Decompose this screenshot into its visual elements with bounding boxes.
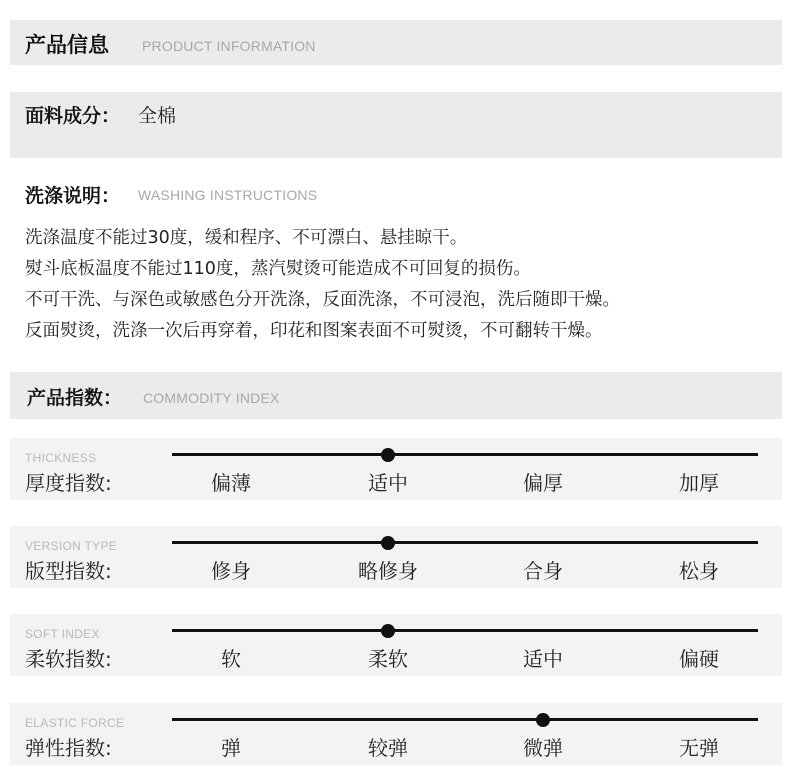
index-marker-dot — [536, 713, 550, 727]
index-option: 较弹 — [368, 736, 408, 760]
washing-subtitle: WASHING INSTRUCTIONS — [138, 187, 318, 203]
commodity-index-subtitle: COMMODITY INDEX — [143, 390, 280, 406]
commodity-index-title: 产品指数： — [27, 387, 123, 409]
index-scale-line — [172, 453, 758, 456]
index-row-cn-label: 柔软指数: — [25, 647, 112, 671]
fabric-label: 面料成分： — [25, 105, 121, 127]
index-option: 加厚 — [679, 471, 719, 495]
washing-line: 洗涤温度不能过30度，缓和程序、不可漂白、悬挂晾干。 — [25, 228, 468, 248]
washing-title: 洗涤说明： — [25, 185, 121, 207]
index-option: 松身 — [679, 559, 719, 583]
index-option: 微弹 — [523, 736, 563, 760]
washing-line: 不可干洗、与深色或敏感色分开洗涤，反面洗涤，不可浸泡，洗后随即干燥。 — [25, 290, 620, 310]
index-option: 适中 — [523, 647, 563, 671]
washing-line: 熨斗底板温度不能过110度，蒸汽熨烫可能造成不可回复的损伤。 — [25, 259, 531, 279]
index-marker-dot — [381, 536, 395, 550]
index-row-en-label: SOFT INDEX — [25, 627, 100, 641]
commodity-index-header — [10, 372, 782, 419]
index-option: 软 — [221, 647, 241, 671]
index-option: 略修身 — [358, 559, 418, 583]
index-marker-dot — [381, 448, 395, 462]
fabric-value: 全棉 — [138, 105, 177, 127]
index-row-cn-label: 弹性指数: — [25, 736, 112, 760]
product-info-header — [10, 20, 782, 65]
index-option: 修身 — [211, 559, 251, 583]
index-option: 偏硬 — [679, 647, 719, 671]
index-option: 适中 — [368, 471, 408, 495]
index-row-cn-label: 版型指数: — [25, 559, 112, 583]
index-option: 柔软 — [368, 647, 408, 671]
index-scale-line — [172, 629, 758, 632]
index-scale-line — [172, 541, 758, 544]
index-row-en-label: ELASTIC FORCE — [25, 716, 125, 730]
index-option: 偏厚 — [523, 471, 563, 495]
index-option: 偏薄 — [211, 471, 251, 495]
index-option: 无弹 — [679, 736, 719, 760]
fabric-section — [10, 92, 782, 158]
index-marker-dot — [381, 624, 395, 638]
product-info-title: 产品信息 — [25, 33, 109, 57]
index-row-en-label: THICKNESS — [25, 451, 97, 465]
index-option: 弹 — [221, 736, 241, 760]
product-info-subtitle: PRODUCT INFORMATION — [142, 38, 316, 54]
index-row-cn-label: 厚度指数: — [25, 471, 112, 495]
index-row-en-label: VERSION TYPE — [25, 539, 118, 553]
index-scale-line — [172, 718, 758, 721]
washing-line: 反面熨烫，洗涤一次后再穿着，印花和图案表面不可熨烫，不可翻转干燥。 — [25, 321, 603, 341]
index-option: 合身 — [523, 559, 563, 583]
